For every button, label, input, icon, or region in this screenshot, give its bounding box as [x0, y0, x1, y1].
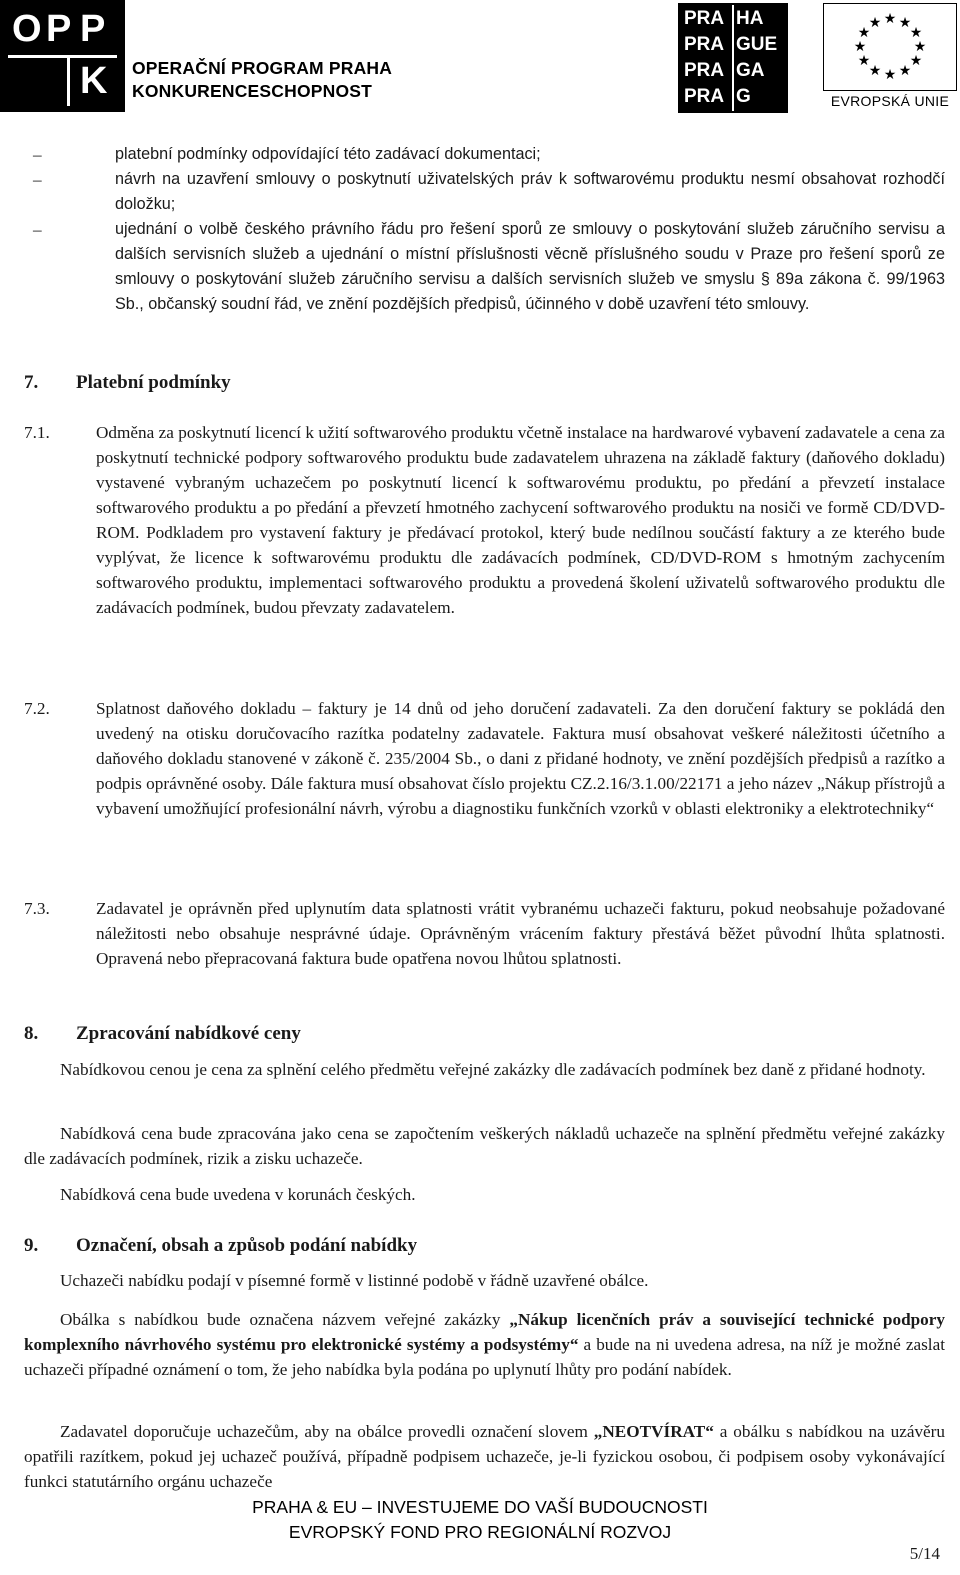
opp-logo-letter: P — [80, 8, 106, 50]
praha-logo-row — [678, 5, 788, 31]
item-text: Zadavatel je oprávněn před uplynutím data splatnosti vrátit vybranému uchazeči fakturu, pokud neobsahuje požadované náležitosti nebo obsahuje nesprávné údaje. Oprávněným vrácením faktury přestává běžet původní lhůta splatnosti. Opravená nebo přepracovaná faktura bude opatřena novou lhůtou splatnosti. — [96, 899, 945, 968]
opp-logo-letter: O — [12, 8, 42, 50]
section-number: 7. — [24, 372, 39, 393]
envelope-mark: „NEOTVÍRAT“ — [593, 1422, 714, 1441]
paragraph: Nabídkovou cenou je cena za splnění celého předmětu veřejné zakázky dle zadávacích podmínek bez daně z přidané hodnoty. — [60, 1060, 926, 1079]
praha-logo-text: GA — [736, 60, 765, 81]
page-header — [0, 0, 960, 115]
svg-text:★: ★ — [857, 53, 871, 69]
bullet-item: ujednání o volbě českého právního řádu pro řešení sporů ze smlouvy o poskytování služeb záručního servisu a dalších servisních služeb a ujednání o místní příslušnosti věcně příslušného soudu v Praze pro řešení sporů ze smlouvy o poskytování služeb záručního servisu a dalších servisních služeb ve smyslu § 89a zákona č. 99/1963 Sb., občanský soudní řád, ve znění pozdějších předpisů, účinného v době uzavření této smlouvy. — [115, 220, 945, 313]
footer-line: EVROPSKÝ FOND PRO REGIONÁLNÍ ROZVOJ — [288, 1522, 672, 1542]
svg-text:★: ★ — [909, 53, 923, 69]
svg-text:★: ★ — [913, 39, 927, 55]
paragraph: Uchazeči nabídku podají v písemné formě v listinné podobě v řádně uzavřené obálce. — [60, 1271, 649, 1290]
svg-text:★: ★ — [909, 25, 923, 41]
praha-logo-text: PRA — [684, 8, 725, 29]
paragraph-text: Obálka s nabídkou bude označena názvem veřejné zakázky — [60, 1310, 510, 1329]
program-name — [132, 57, 392, 103]
section-heading — [24, 370, 231, 395]
praha-logo-text: PRA — [684, 86, 725, 107]
svg-text:★: ★ — [883, 11, 897, 27]
praha-logo-text: PRA — [684, 60, 725, 81]
eu-flag-icon — [823, 3, 957, 91]
section-number: 9. — [24, 1235, 39, 1256]
praha-logo-text: GUE — [736, 34, 778, 55]
paragraph-text: a bude na ni uvedena adresa, na níž je možné zaslat uchazeči případné oznámení o tom, že jeho nabídka byla podána po uplynutí lhůty pro podání nabídek. — [24, 1335, 945, 1379]
section-title: Zpracování nabídkové ceny — [76, 1023, 301, 1044]
praha-logo-text: G — [736, 86, 751, 107]
praha-logo-text: PRA — [684, 34, 725, 55]
opp-logo-letter: P — [46, 8, 72, 50]
item-number: 7.2. — [24, 699, 50, 718]
opp-logo — [0, 0, 125, 112]
item-text: Odměna za poskytnutí licencí k užití softwarového produktu včetně instalace na hardwarové vybavení zadavatele a cena za poskytnutí technické podpory softwarového produktu bude zadavatelem uhrazena na základě faktury (daňového dokladu) vystavené vybraným uchazečem po poskytnutí licencí k softwarovému produktu, po předání a převzetí instalace softwarového produktu a po předání a převzetí hmotného zachycení softwarového produktu na nosiči ve formě CD/DVD-ROM. Podkladem pro vystavení faktury je předávací protokol, který bude nedílnou součástí faktury a ze kterého bude vyplývat, že licence k softwarovému produktu dle zadávacích podmínek, CD/DVD-ROM s hmotným zachycením softwarového produktu, implementaci softwarového produktu a provedená školení uživatelů softwarového produktu dle zadávacích podmínek, budou převzaty zadavatelem. — [96, 423, 945, 617]
svg-text:★: ★ — [868, 15, 882, 31]
bullet-dash: – — [33, 220, 42, 239]
section-number: 8. — [24, 1023, 39, 1044]
item-number: 7.1. — [24, 423, 50, 442]
bullet-item: platební podmínky odpovídající této zadávací dokumentaci; — [115, 145, 541, 163]
bullet-dash: – — [33, 170, 42, 189]
section-title: Označení, obsah a způsob podání nabídky — [76, 1235, 418, 1256]
item-text: Splatnost daňového dokladu – faktury je 14 dnů od jeho doručení zadavateli. Za den doručení faktury se pokládá den uvedený na otisku doručovacího razítka podatelny zadavatele. Faktura musí obsahovat veškeré náležitosti účetního a daňového dokladu stanovené v zákoně č. 235/2004 Sb., o dani z přidané hodnoty, ve znění pozdějších předpisů a razítko a podpis oprávněné osoby. Dále faktura musí obsahovat číslo projektu CZ.2.16/3.1.00/22171 a jeho název „Nákup přístrojů a vybavení umožňující profesionální návrh, výrobu a diagnostiku funkčních vzorků v oblasti elektroniky a elektrotechniky“ — [96, 699, 945, 818]
paragraph — [24, 1307, 945, 1382]
praha-logo-row — [678, 57, 788, 83]
eu-logo — [823, 3, 957, 113]
eu-label: EVROPSKÁ UNIE — [830, 93, 950, 109]
item-number: 7.3. — [24, 899, 50, 918]
svg-text:★: ★ — [898, 15, 912, 31]
svg-text:★: ★ — [898, 63, 912, 79]
logo-divider — [67, 58, 70, 106]
opp-logo-letter: K — [80, 60, 108, 102]
praha-logo-row — [678, 31, 788, 57]
svg-text:★: ★ — [868, 63, 882, 79]
praha-logo-text: HA — [736, 8, 764, 29]
praha-logo — [678, 3, 788, 113]
svg-text:★: ★ — [857, 25, 871, 41]
svg-text:★: ★ — [853, 39, 867, 55]
program-name-line: OPERAČNÍ PROGRAM PRAHA — [132, 58, 393, 78]
program-name-line: KONKURENCESCHOPNOST — [132, 81, 373, 101]
section-heading — [24, 1233, 417, 1258]
logo-divider — [8, 55, 117, 58]
paragraph-text: Zadavatel doporučuje uchazečům, aby na obálce provedli označení slovem — [60, 1422, 594, 1441]
paragraph: Nabídková cena bude zpracována jako cena se započtením veškerých nákladů uchazeče na splnění předmětu veřejné zakázky dle zadávacích podmínek, rizik a zisku uchazeče. — [24, 1124, 945, 1168]
tender-title: „Nákup licenčních práv a související technické podpory komplexního návrhového systému pro elektronické systémy a podsystémy“ — [24, 1310, 946, 1354]
paragraph — [24, 1419, 945, 1494]
section-heading — [24, 1021, 301, 1046]
page-number: 5/14 — [909, 1544, 940, 1563]
section-title: Platební podmínky — [76, 372, 231, 393]
svg-text:★: ★ — [883, 67, 897, 83]
paragraph: Nabídková cena bude uvedena v korunách českých. — [60, 1185, 416, 1204]
footer-line: PRAHA & EU – INVESTUJEME DO VAŠÍ BUDOUCNOSTI — [252, 1497, 708, 1517]
bullet-item: návrh na uzavření smlouvy o poskytnutí uživatelských práv k softwarovému produktu nesmí obsahovat rozhodčí doložku; — [115, 170, 945, 213]
paragraph-text: a obálku s nabídkou na uzávěru opatřili razítkem, pokud jej uchazeč používá, případně podpisem uchazeče, je-li fyzickou osobou, či podpisem osoby vykonávající funkci statutárního orgánu uchazeče — [24, 1422, 945, 1491]
praha-logo-row — [678, 83, 788, 109]
bullet-dash: – — [33, 145, 42, 164]
